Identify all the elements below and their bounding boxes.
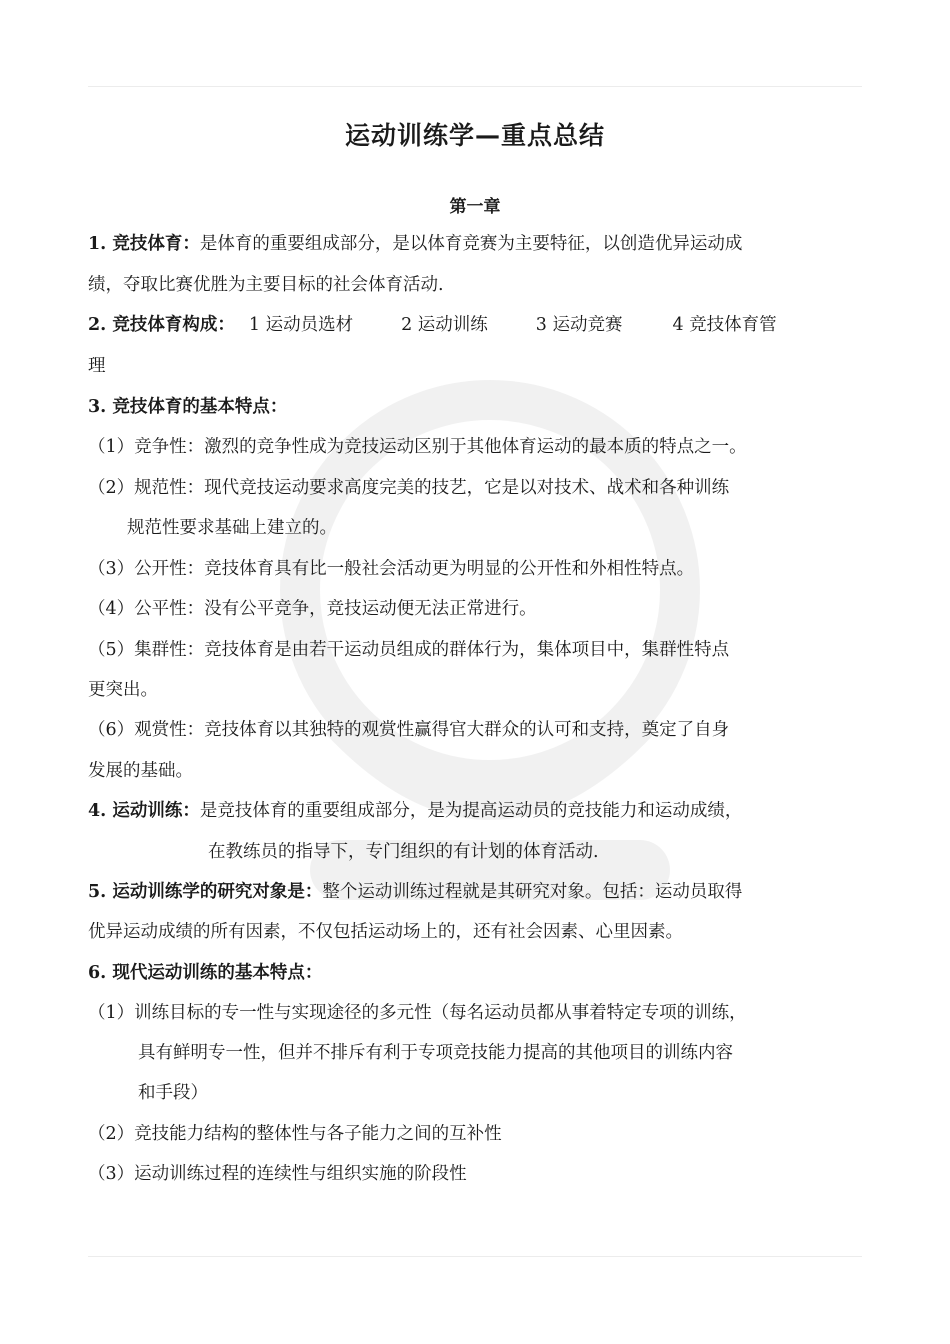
section-3-point-5a: （5）集群性：竞技体育是由若干运动员组成的群体行为，集体项目中，集群性特点	[88, 640, 730, 660]
section-6-point-3: （3）运动训练过程的连续性与组织实施的阶段性	[88, 1164, 467, 1184]
section-3-point-1: （1）竞争性：激烈的竞争性成为竞技运动区别于其他体育运动的最本质的特点之一。	[88, 437, 747, 457]
section-5-line-1	[88, 880, 742, 904]
section-3-point-6b: 发展的基础。	[88, 761, 193, 781]
section-3-point-4: （4）公平性：没有公平竞争，竞技运动便无法正常进行。	[88, 599, 537, 619]
section-3-heading: 3. 竞技体育的基本特点：	[88, 397, 288, 417]
section-5-text-2: 优异运动成绩的所有因素，不仅包括运动场上的，还有社会因素、心里因素。	[88, 922, 683, 942]
footer-rule	[88, 1256, 862, 1257]
section-2-item-4: 4 竞技体育管	[672, 315, 777, 335]
section-4-text-1: 是竞技体育的重要组成部分，是为提高运动员的竞技能力和运动成绩，	[199, 801, 743, 821]
section-2-item-2: 2 运动训练	[401, 315, 488, 335]
section-2-item-3: 3 运动竞赛	[535, 315, 623, 335]
section-3-point-3: （3）公开性：竞技体育具有比一般社会活动更为明显的公开性和外相性特点。	[88, 559, 695, 579]
section-5-heading: 5. 运动训练学的研究对象是：	[88, 882, 323, 902]
section-6-point-1c: 和手段）	[138, 1083, 208, 1103]
section-4-text-2: 在教练员的指导下，专门组织的有计划的体育活动.	[208, 842, 599, 862]
section-2-item-1: 1 运动员选材	[248, 315, 354, 335]
section-6-heading: 6. 现代运动训练的基本特点：	[88, 963, 323, 983]
section-2-text-2: 理	[88, 356, 106, 376]
section-3-point-2b: 规范性要求基础上建立的。	[127, 518, 337, 538]
section-2-heading: 2. 竞技体育构成：	[88, 315, 235, 335]
section-1-text-2: 绩，夺取比赛优胜为主要目标的社会体育活动.	[88, 275, 444, 295]
section-4-line-1	[88, 799, 742, 823]
section-2-line-1	[88, 313, 777, 337]
section-1-text-1: 是体育的重要组成部分，是以体育竞赛为主要特征，以创造优异运动成	[199, 234, 743, 254]
section-1-heading: 1. 竞技体育：	[88, 234, 200, 254]
section-3-point-6a: （6）观赏性：竞技体育以其独特的观赏性赢得官大群众的认可和支持，奠定了自身	[88, 720, 730, 740]
section-3-line	[88, 395, 287, 419]
document-title: 运动训练学—重点总结	[344, 121, 605, 150]
section-3-point-5b: 更突出。	[88, 680, 158, 700]
section-6-point-2: （2）竞技能力结构的整体性与各子能力之间的互补性	[88, 1124, 502, 1144]
section-5-text-1: 整个运动训练过程就是其研究对象。包括：运动员取得	[322, 882, 743, 902]
section-3-point-2a: （2）规范性：现代竞技运动要求高度完美的技艺，它是以对技术、战术和各种训练	[88, 478, 730, 498]
section-6-line	[88, 961, 322, 985]
section-6-point-1a: （1）训练目标的专一性与实现途径的多元性（每名运动员都从事着特定专项的训练，	[88, 1003, 747, 1023]
section-1-line-1	[88, 232, 742, 256]
section-4-heading: 4. 运动训练：	[88, 801, 200, 821]
section-6-point-1b: 具有鲜明专一性，但并不排斥有利于专项竞技能力提高的其他项目的训练内容	[138, 1043, 733, 1063]
chapter-heading: 第一章	[449, 197, 501, 217]
